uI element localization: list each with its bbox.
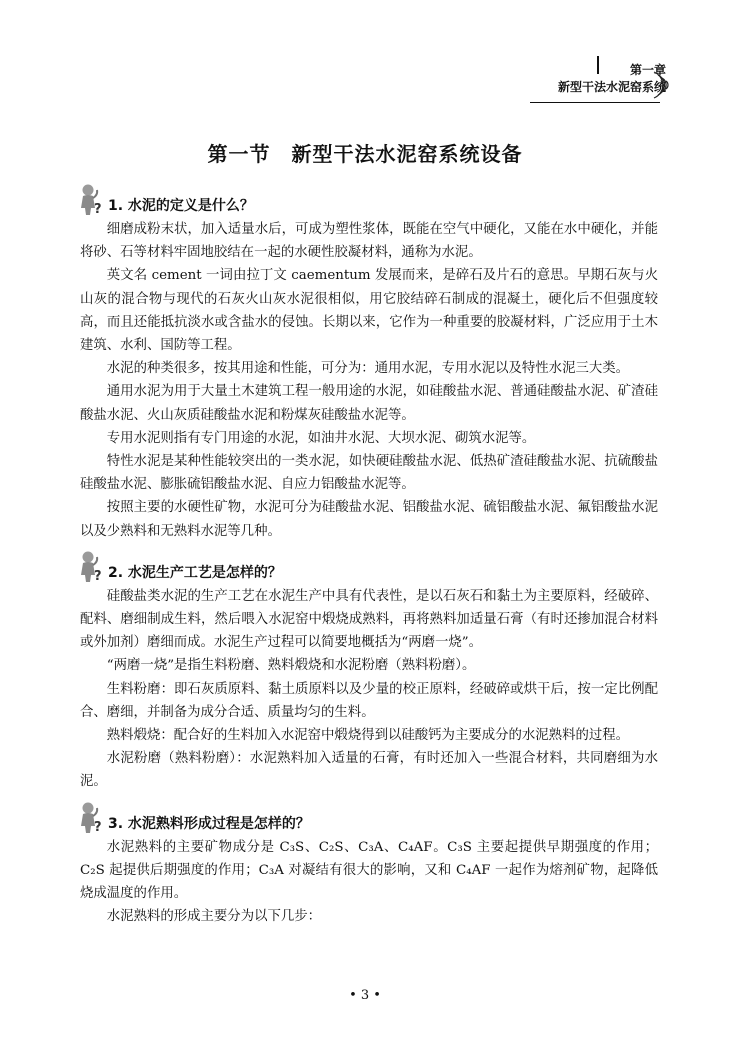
header-rule [530, 102, 660, 103]
paragraph: 水泥熟料的主要矿物成分是 C₃S、C₂S、C₃A、C₄AF。C₃S 主要起提供早期强度的作用；C₂S 起提供后期强度的作用；C₃A 对凝结有很大的影响，又和 C₄AF 一起作为熔剂矿物，起降低烧成温度的作用。 [80, 839, 658, 902]
thinking-figure-icon [78, 549, 104, 583]
paragraph: 细磨成粉末状，加入适量水后，可成为塑性浆体，既能在空气中硬化，又能在水中硬化，并能将砂、石等材料牢固地胶结在一起的水硬性胶凝材料，通称为水泥。 [80, 222, 658, 261]
document-body [80, 182, 658, 928]
svg-text:?: ? [94, 819, 102, 834]
paragraph: 硅酸盐类水泥的生产工艺在水泥生产中具有代表性，是以石灰石和黏土为主要原料，经破碎、配料、磨细制成生料，然后喂入水泥窑中煅烧成熟料，再将熟料加适量石膏（有时还掺加混合材料或外加剂）磨细而成。水泥生产过程可以简要地概括为“两磨一烧”。 [80, 588, 658, 651]
question-heading [80, 800, 658, 836]
svg-text:?: ? [94, 568, 102, 583]
paragraph: 水泥粉磨（熟料粉磨）：水泥熟料加入适量的石膏，有时还加入一些混合材料，共同磨细为水泥。 [80, 751, 658, 790]
question-heading [80, 182, 658, 218]
paragraph: 特性水泥是某种性能较突出的一类水泥，如快硬硅酸盐水泥、低热矿渣硅酸盐水泥、抗硫酸盐硅酸盐水泥、膨胀硫铝酸盐水泥、自应力铝酸盐水泥等。 [80, 454, 658, 493]
chapter-subtitle: 新型干法水泥窑系统 [557, 80, 666, 94]
question-heading [80, 549, 658, 585]
thinking-figure-icon [78, 800, 104, 834]
svg-text:?: ? [94, 202, 102, 216]
thinking-figure-icon [78, 182, 104, 216]
question-title: 3. 水泥熟料形成过程是怎样的？ [108, 815, 310, 832]
section-title: 第一节 新型干法水泥窑系统设备 [207, 142, 523, 166]
page-number: • 3 • [349, 988, 381, 1003]
question-title: 1. 水泥的定义是什么？ [108, 198, 254, 214]
question-title: 2. 水泥生产工艺是怎样的？ [108, 564, 282, 581]
decorative-arcs-icon [650, 68, 672, 100]
paragraph: 通用水泥为用于大量土木建筑工程一般用途的水泥，如硅酸盐水泥、普通硅酸盐水泥、矿渣硅酸盐水泥、火山灰质硅酸盐水泥和粉煤灰硅酸盐水泥等。 [80, 384, 658, 423]
paragraph: 英文名 cement 一词由拉丁文 caementum 发展而来，是碎石及片石的意思。早期石灰与火山灰的混合物与现代的石灰火山灰水泥很相似，用它胶结碎石制成的混凝土，硬化后不但强度较高，而且还能抵抗淡水或含盐水的侵蚀。长期以来，它作为一种重要的胶凝材料，广泛应用于土木建筑、水利、国防等工程。 [80, 268, 658, 354]
chapter-label: 第一章 [629, 63, 666, 77]
paragraph: 水泥的种类很多，按其用途和性能，可分为：通用水泥，专用水泥以及特性水泥三大类。 [106, 361, 630, 377]
paragraph: 专用水泥则指有专门用途的水泥，如油井水泥、大坝水泥、砌筑水泥等。 [106, 430, 536, 446]
running-head-marker [597, 56, 599, 74]
paragraph: 生料粉磨：即石灰质原料、黏土质原料以及少量的校正原料，经破碎或烘干后，按一定比例配合、磨细，并制备为成分合适、质量均匀的生料。 [80, 681, 658, 720]
paragraph: 熟料煅烧：配合好的生料加入水泥窑中煅烧得到以硅酸钙为主要成分的水泥熟料的过程。 [106, 728, 630, 744]
paragraph: 按照主要的水硬性矿物，水泥可分为硅酸盐水泥、铝酸盐水泥、硫铝酸盐水泥、氟铝酸盐水泥以及少熟料和无熟料水泥等几种。 [80, 500, 658, 539]
paragraph: “两磨一烧”是指生料粉磨、熟料煅烧和水泥粉磨（熟料粉磨）。 [106, 658, 476, 674]
paragraph: 水泥熟料的形成主要分为以下几步： [106, 909, 322, 925]
